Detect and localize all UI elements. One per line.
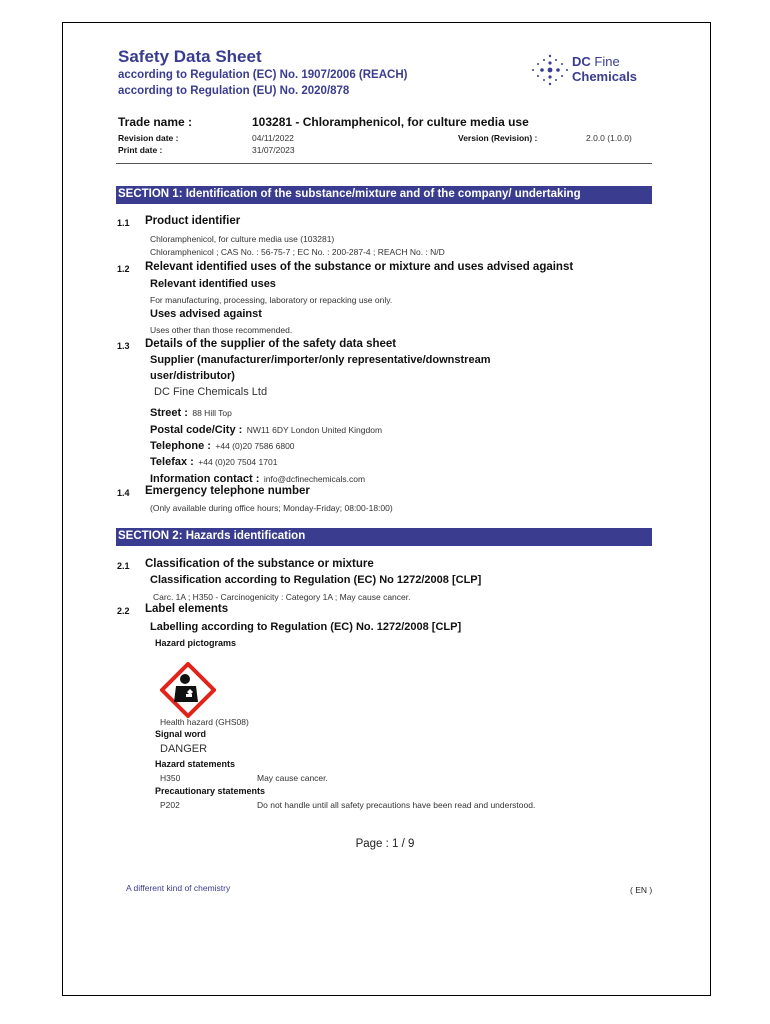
company-logo — [530, 52, 645, 92]
hazard-statement-text: May cause cancer. — [257, 773, 328, 783]
product-identifier-line2: Chloramphenicol ; CAS No. : 56-75-7 ; EC No. : 200-287-4 ; REACH No. : N/D — [150, 247, 445, 257]
labelling-heading: Labelling according to Regulation (EC) No. 1272/2008 [CLP] — [150, 621, 462, 633]
health-hazard-icon — [160, 662, 216, 718]
telefax-row — [150, 452, 277, 470]
section-2-2-number: 2.2 — [117, 606, 130, 616]
logo-text-line2: Chemicals — [572, 69, 638, 84]
print-date-value: 31/07/2023 — [252, 145, 295, 155]
postal-label: Postal code/City : — [150, 424, 243, 436]
telephone-label: Telephone : — [150, 440, 211, 452]
revision-date-label: Revision date : — [118, 133, 179, 143]
hazard-statement-code: H350 — [160, 773, 181, 783]
print-date-label: Print date : — [118, 145, 163, 155]
regulation-subtitle-2: according to Regulation (EU) No. 2020/878 — [118, 85, 350, 97]
trade-name-value: 103281 - Chloramphenicol, for culture media use — [252, 115, 529, 129]
uses-advised-against-text: Uses other than those recommended. — [150, 325, 293, 335]
classification-heading: Classification according to Regulation (EC) No 1272/2008 [CLP] — [150, 574, 482, 586]
street-value: 88 Hill Top — [192, 408, 232, 418]
precautionary-statement-code: P202 — [160, 800, 180, 810]
signal-word-label: Signal word — [155, 729, 207, 739]
precautionary-statements-label: Precautionary statements — [155, 786, 266, 796]
regulation-subtitle-1: according to Regulation (EC) No. 1907/2006 (REACH) — [118, 69, 408, 81]
version-value: 2.0.0 (1.0.0) — [586, 133, 632, 143]
telefax-label: Telefax : — [150, 456, 194, 468]
signal-word-value: DANGER — [160, 743, 208, 755]
information-contact-email[interactable]: info@dcfinechemicals.com — [263, 474, 366, 484]
uses-advised-against-heading: Uses advised against — [150, 308, 262, 320]
supplier-heading-line2: user/distributor) — [150, 370, 235, 382]
supplier-heading-line1: Supplier (manufacturer/importer/only representative/downstream — [150, 354, 491, 366]
telephone-value: +44 (0)20 7586 6800 — [215, 441, 295, 451]
section-2-bar: SECTION 2: Hazards identification — [116, 528, 652, 546]
molecule-dots-icon — [530, 52, 570, 88]
information-contact-label: Information contact : — [150, 473, 260, 485]
health-hazard-pictogram — [160, 662, 216, 718]
logo-text-line1: DC Fine — [572, 54, 620, 69]
street-label: Street : — [150, 407, 188, 419]
street-row — [150, 403, 232, 421]
hazard-statements-label: Hazard statements — [155, 759, 236, 769]
section-1-3-number: 1.3 — [117, 341, 130, 351]
section-1-2-title: Relevant identified uses of the substance or mixture and uses advised against — [145, 261, 574, 273]
footer-tagline: A different kind of chemistry — [126, 883, 231, 893]
section-1-bar: SECTION 1: Identification of the substance/mixture and of the company/ undertaking — [116, 186, 652, 204]
trade-name-label: Trade name : — [118, 115, 193, 129]
relevant-uses-text: For manufacturing, processing, laboratory or repacking use only. — [150, 295, 393, 305]
precautionary-statement-text: Do not handle until all safety precautions have been read and understood. — [257, 800, 536, 810]
revision-date-value: 04/11/2022 — [252, 133, 294, 143]
page-number: Page : 1 / 9 — [355, 838, 415, 850]
section-1-4-title: Emergency telephone number — [145, 485, 310, 497]
version-label: Version (Revision) : — [458, 133, 538, 143]
section-1-1-title: Product identifier — [145, 215, 241, 227]
telefax-value: +44 (0)20 7504 1701 — [198, 457, 278, 467]
section-1-1-number: 1.1 — [117, 218, 130, 228]
document-title: Safety Data Sheet — [118, 47, 262, 66]
section-2-2-title: Label elements — [145, 603, 229, 615]
hazard-pictograms-label: Hazard pictograms — [155, 638, 237, 648]
section-1-4-number: 1.4 — [117, 488, 130, 498]
section-1-3-title: Details of the supplier of the safety data sheet — [145, 338, 397, 350]
pictogram-caption: Health hazard (GHS08) — [160, 717, 249, 727]
postal-value: NW11 6DY London United Kingdom — [246, 425, 383, 435]
company-name: DC Fine Chemicals Ltd — [154, 386, 268, 398]
section-2-1-number: 2.1 — [117, 561, 130, 571]
footer-language: ( EN ) — [630, 885, 653, 895]
classification-text: Carc. 1A ; H350 - Carcinogenicity : Category 1A ; May cause cancer. — [153, 592, 411, 602]
header-divider — [116, 163, 652, 164]
section-1-2-number: 1.2 — [117, 264, 130, 274]
product-identifier-line1: Chloramphenicol, for culture media use (103281) — [150, 234, 335, 244]
relevant-uses-heading: Relevant identified uses — [150, 278, 276, 290]
emergency-hours-text: (Only available during office hours; Monday-Friday; 08:00-18:00) — [150, 503, 393, 513]
section-2-1-title: Classification of the substance or mixture — [145, 558, 374, 570]
